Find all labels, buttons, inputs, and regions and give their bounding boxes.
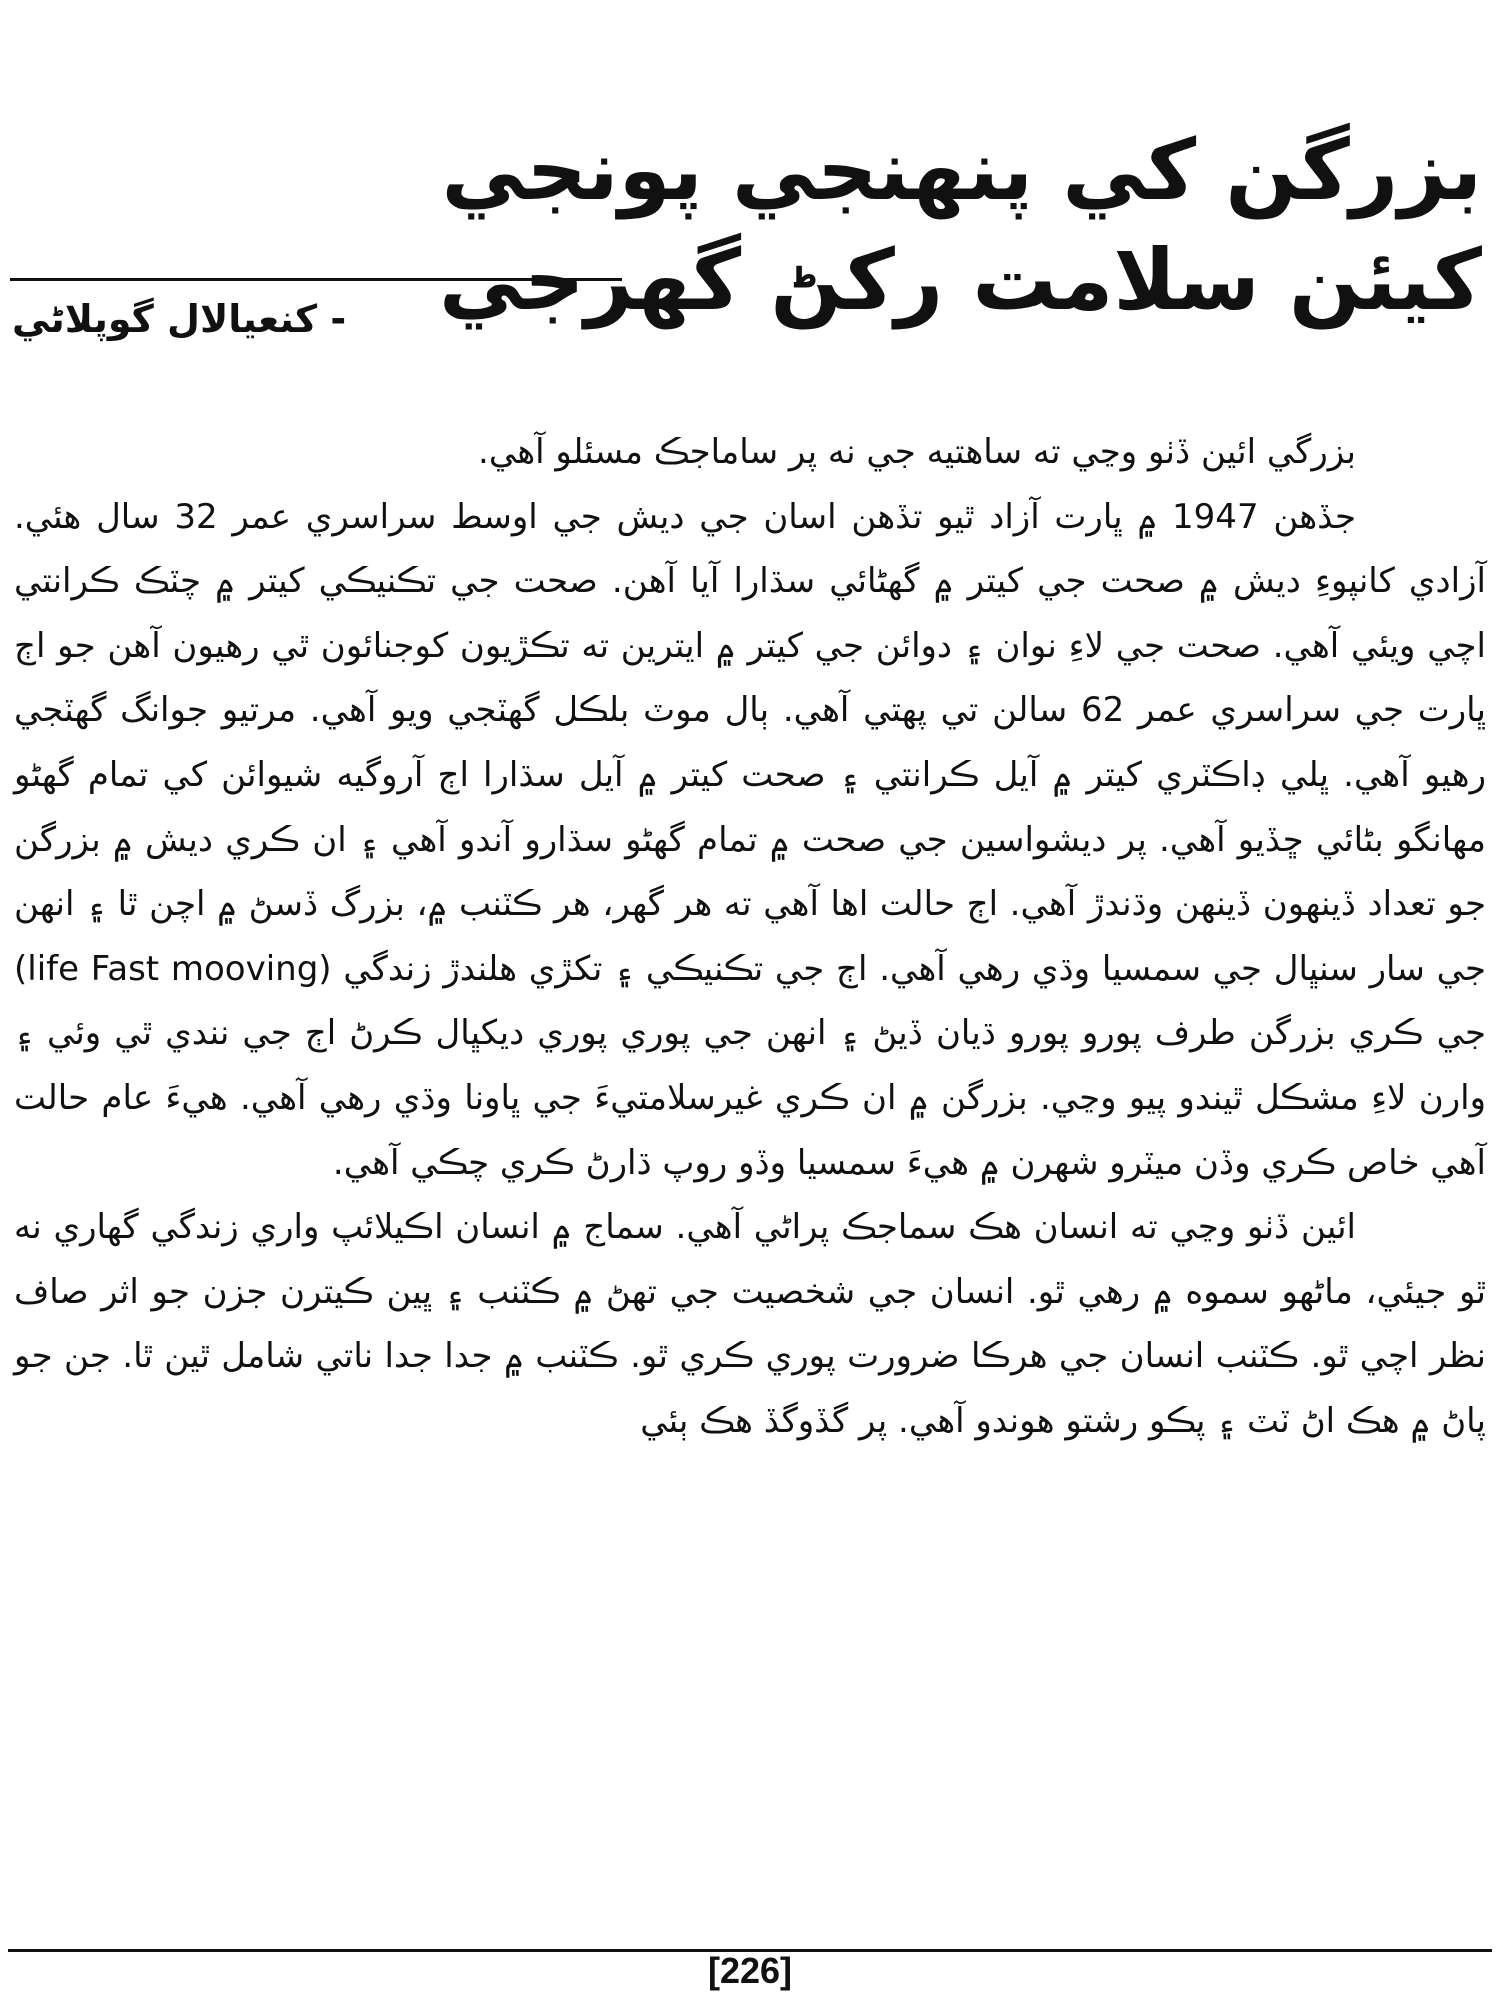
article-title-line-1: بزرگن کي پنهنجي پونجي <box>441 121 1482 219</box>
article-paragraph-3: ائين ڏٺو وڃي ته انسان هڪ سماجڪ پراڻي آهي. سماج ۾ انسان اڪيلائپ واري زندگي گهاري نه ٿو جيئي، ماڻهو سموه ۾ رهي ٿو. انسان جي شخصيت جي تهڻ ۾ ڪٽنب ۽ ڀين ڪيترن جزن جو اثر صاف نظر اچي ٿو. ڪٽنب انسان جي هرڪا ضرورت پوري ڪري ٿو. ڪٽنب ۾ جدا جدا ناتي شامل ٿين ٿا. جن جو پاڻ ۾ هڪ اڻ ٽٽ ۽ پڪو رشتو هوندو آهي. پر گڏوگڏ هڪ ٻئي <box>14 1207 1486 1441</box>
article-paragraph-1: بزرگي ائين ڏٺو وڃي ته ساهتيه جي نه پر ساماجڪ مسئلو آهي. <box>478 432 1356 472</box>
article-paragraph-2: جڏهن 1947 ۾ ڀارت آزاد ٿيو تڏهن اسان جي ديش جي اوسط سراسري عمر 32 سال هئي. آزادي کانپوءِ ديش ۾ صحت جي کيتر ۾ گهڻائي سڌارا آيا آهن. صحت جي تڪنيڪي کيتر ۾ چٽڪ ڪرانتي اچي ويئي آهي. صحت جي لاءِ نوان ۽ دوائن جي کيتر ۾ ايترين ته تڪڙيون کوجنائون ٿي رهيون آهن جو اڄ ڀارت جي سراسري عمر 62 سالن تي پهتي آهي. ٻال موٽ بلڪل گهٽجي ويو آهي. مرتيو جوانگ گهٽجي رهيو آهي. ڀلي ڊاڪٽري کيتر ۾ آيل ڪرانتي ۽ صحت کيتر ۾ آيل سڌارا اڄ آروگيه شيوائن کي تمام گهڻو مهانگو بڻائي ڇڏيو آهي. پر ديشواسين جي صحت ۾ تمام گهڻو سڌارو آندو آهي ۽ ان ڪري ديش ۾ بزرگن جو تعداد ڏينهون ڏينهن وڌندڙ آهي. اڄ حالت اها آهي ته هر گهر، هر ڪٽنب ۾، بزرگ ڏسڻ ۾ اچن ٿا ۽ انهن جي سار سنڀال جي سمسيا وڌي رهي آهي. اڄ جي تڪنيڪي ۽ تکڙي هلندڙ زندگي (life Fast mooving) جي ڪري بزرگن طرف پورو پورو ڌيان ڏيڻ ۽ انهن جي پوري پوري ديکڀال ڪرڻ اڄ جي نندي ٿي وئي ۽ وارن لاءِ مشڪل ٿيندو پيو وڃي. بزرگن ۾ ان ڪري غيرسلامتيءَ جي ڀاونا وڌي رهي آهي. هيءَ عام حالت آهي خاص ڪري وڏن ميٽرو شهرن ۾ هيءَ سمسيا وڏو روپ ڌارڻ ڪري چڪي آهي. <box>14 496 1486 1183</box>
article-title-line-2: کيئن سلامت رکڻ گهرجي <box>439 231 1482 329</box>
article-body <box>14 420 1486 1454</box>
author-name: - کنعيالال گوپلاڻي <box>12 297 347 341</box>
page-number: [226] <box>707 1950 793 1991</box>
title-underline-rule <box>10 278 622 281</box>
